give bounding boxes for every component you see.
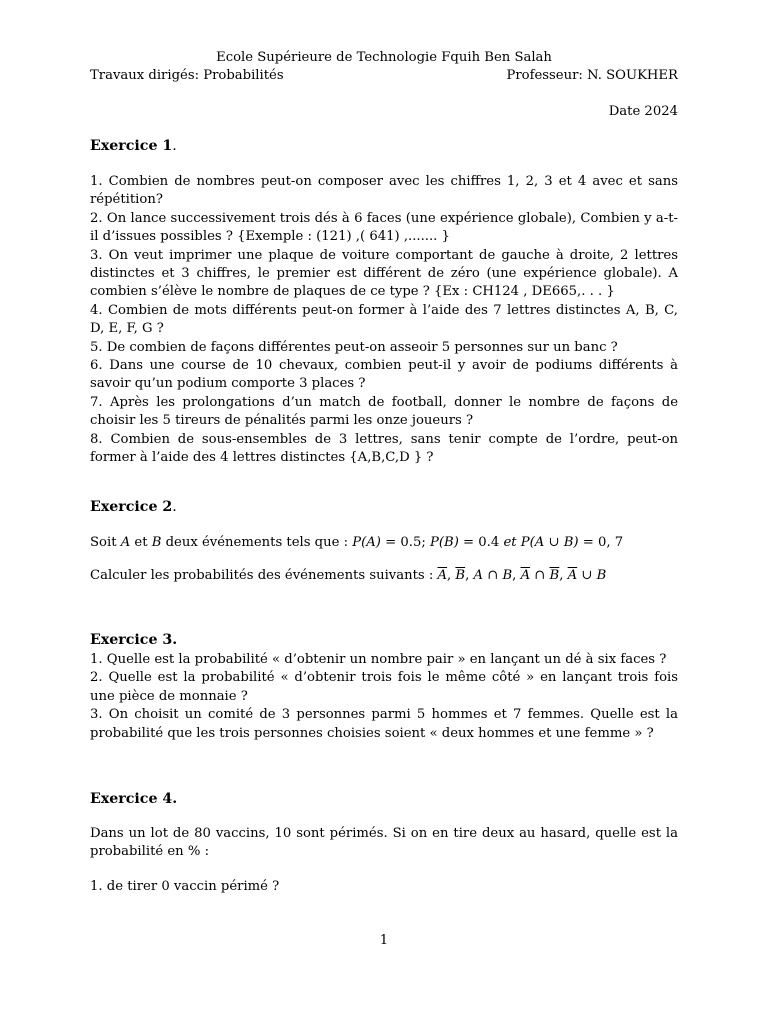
exercise-1-title-dot: . <box>172 138 177 154</box>
exercise-3-question-1: 1. Quelle est la probabilité « d’obtenir un nombre pair » en lançant un dé à six faces ? <box>90 652 667 667</box>
page-number: 1 <box>379 933 389 948</box>
prob-a-label: P(A) <box>352 535 381 550</box>
separator-4: , <box>559 568 568 583</box>
event-a: A <box>120 535 131 550</box>
separator-2: , <box>465 568 474 583</box>
exercise-1-question-5: 5. De combien de façons différentes peut-on asseoir 5 personnes sur un banc ? <box>90 339 618 355</box>
exercise-3-title: Exercice 3. <box>90 632 178 648</box>
prob-b-value: = 0.4 <box>458 535 504 550</box>
exercise-1-question-7: 7. Après les prolongations d’un match de football, donner le nombre de façons de choisir les 5 tireurs de pénalités parmi les onze joueurs ? <box>90 394 678 429</box>
exercise-3-body <box>90 651 678 743</box>
union-symbol: ∪ <box>577 568 597 583</box>
prob-b-label: P(B) <box>429 535 459 550</box>
professor-name: Professeur: N. SOUKHER <box>506 68 678 83</box>
a-complement-2: $\overline{A}$ <box>520 568 531 583</box>
exercise-1-body <box>90 173 678 468</box>
exercise-2-title-text: Exercice 2 <box>90 499 173 515</box>
exercise-1-question-8: 8. Combien de sous-ensembles de 3 lettres, sans tenir compte de l’ordre, peut-on former à l’aide des 4 lettres distinctes {A,B,C,D } ? <box>90 431 678 466</box>
prob-union-label: P(A ∪ B) <box>520 535 579 550</box>
exercise-1-question-3: 3. On veut imprimer une plaque de voiture comportant de gauche à droite, 2 lettres distinctes et 3 chiffres, le premier est différent de zéro (une expérience globale). A combien s’élève le nombre de plaques de ce type ? {Ex : CH124 , DE665,. . . } <box>90 247 678 300</box>
statement-intro: Soit <box>90 535 121 550</box>
exercise-4-question-1: 1. de tirer 0 vaccin périmé ? <box>90 879 280 894</box>
exercise-1-question-1: 1. Combien de nombres peut-on composer avec les chiffres 1, 2, 3 et 4 avec et sans répétition? <box>90 174 678 208</box>
prob-union-value: = 0, 7 <box>578 535 624 550</box>
statement-events: deux événements tels que : <box>161 535 353 550</box>
exercise-2-title <box>90 499 678 515</box>
exercise-1-question-2: 2. On lance successivement trois dés à 6 faces (une expérience globale), Combien y a-t-il d’issues possibles ? {Exemple : (121) ,( 641) ,....... } <box>90 210 678 245</box>
event-b: B <box>151 535 162 550</box>
exercise-3-question-2: 2. Quelle est la probabilité « d’obtenir trois fois le même côté » en lançant trois fois une pièce de monnaie ? <box>90 670 678 704</box>
b-complement-2: $\overline{B}$ <box>549 568 560 583</box>
exercise-2-title-dot: . <box>172 499 177 515</box>
prob-a-value: = 0.5; <box>380 535 430 550</box>
exercise-1-question-6: 6. Dans une course de 10 chevaux, combien peut-il y avoir de podiums différents à savoir qu’un podium comporte 3 places ? <box>90 358 678 392</box>
separator-1: , <box>447 568 456 583</box>
statement-and: et <box>130 535 152 550</box>
course-title: Travaux dirigés: Probabilités <box>90 68 284 83</box>
exercise-4-title: Exercice 4. <box>90 791 178 807</box>
exercise-4-intro: Dans un lot de 80 vaccins, 10 sont périmés. Si on en tire deux au hasard, quelle est la probabilité en % : <box>90 826 678 860</box>
exercise-3-question-3: 3. On choisit un comité de 3 personnes parmi 5 hommes et 7 femmes. Quelle est la probabilité que les trois personnes choisies soient « deux hommes et une femme » ? <box>90 707 678 741</box>
exercise-1-question-4: 4. Combien de mots différents peut-on former à l’aide des 7 lettres distinctes A, B, C, D, E, F, G ? <box>90 302 678 337</box>
exercise-2-statement <box>90 535 678 550</box>
question-text: Calculer les probabilités des événements suivants : <box>90 568 438 583</box>
intersection-symbol: ∩ <box>530 568 550 583</box>
a-inter-b: A ∩ B <box>473 568 513 583</box>
a-complement: $\overline{A}$ <box>437 568 448 583</box>
b-complement: $\overline{B}$ <box>455 568 466 583</box>
document-date: Date 2024 <box>608 104 678 119</box>
exercise-2-question <box>90 568 678 583</box>
exercise-1-title <box>90 138 678 154</box>
institution-title: Ecole Supérieure de Technologie Fquih Ben Salah <box>216 50 552 65</box>
a-complement-3: $\overline{A}$ <box>567 568 578 583</box>
event-b-2: B <box>596 568 607 583</box>
conjunction-et: et <box>503 535 517 550</box>
exercise-1-title-text: Exercice 1 <box>90 138 173 154</box>
separator-3: , <box>512 568 521 583</box>
